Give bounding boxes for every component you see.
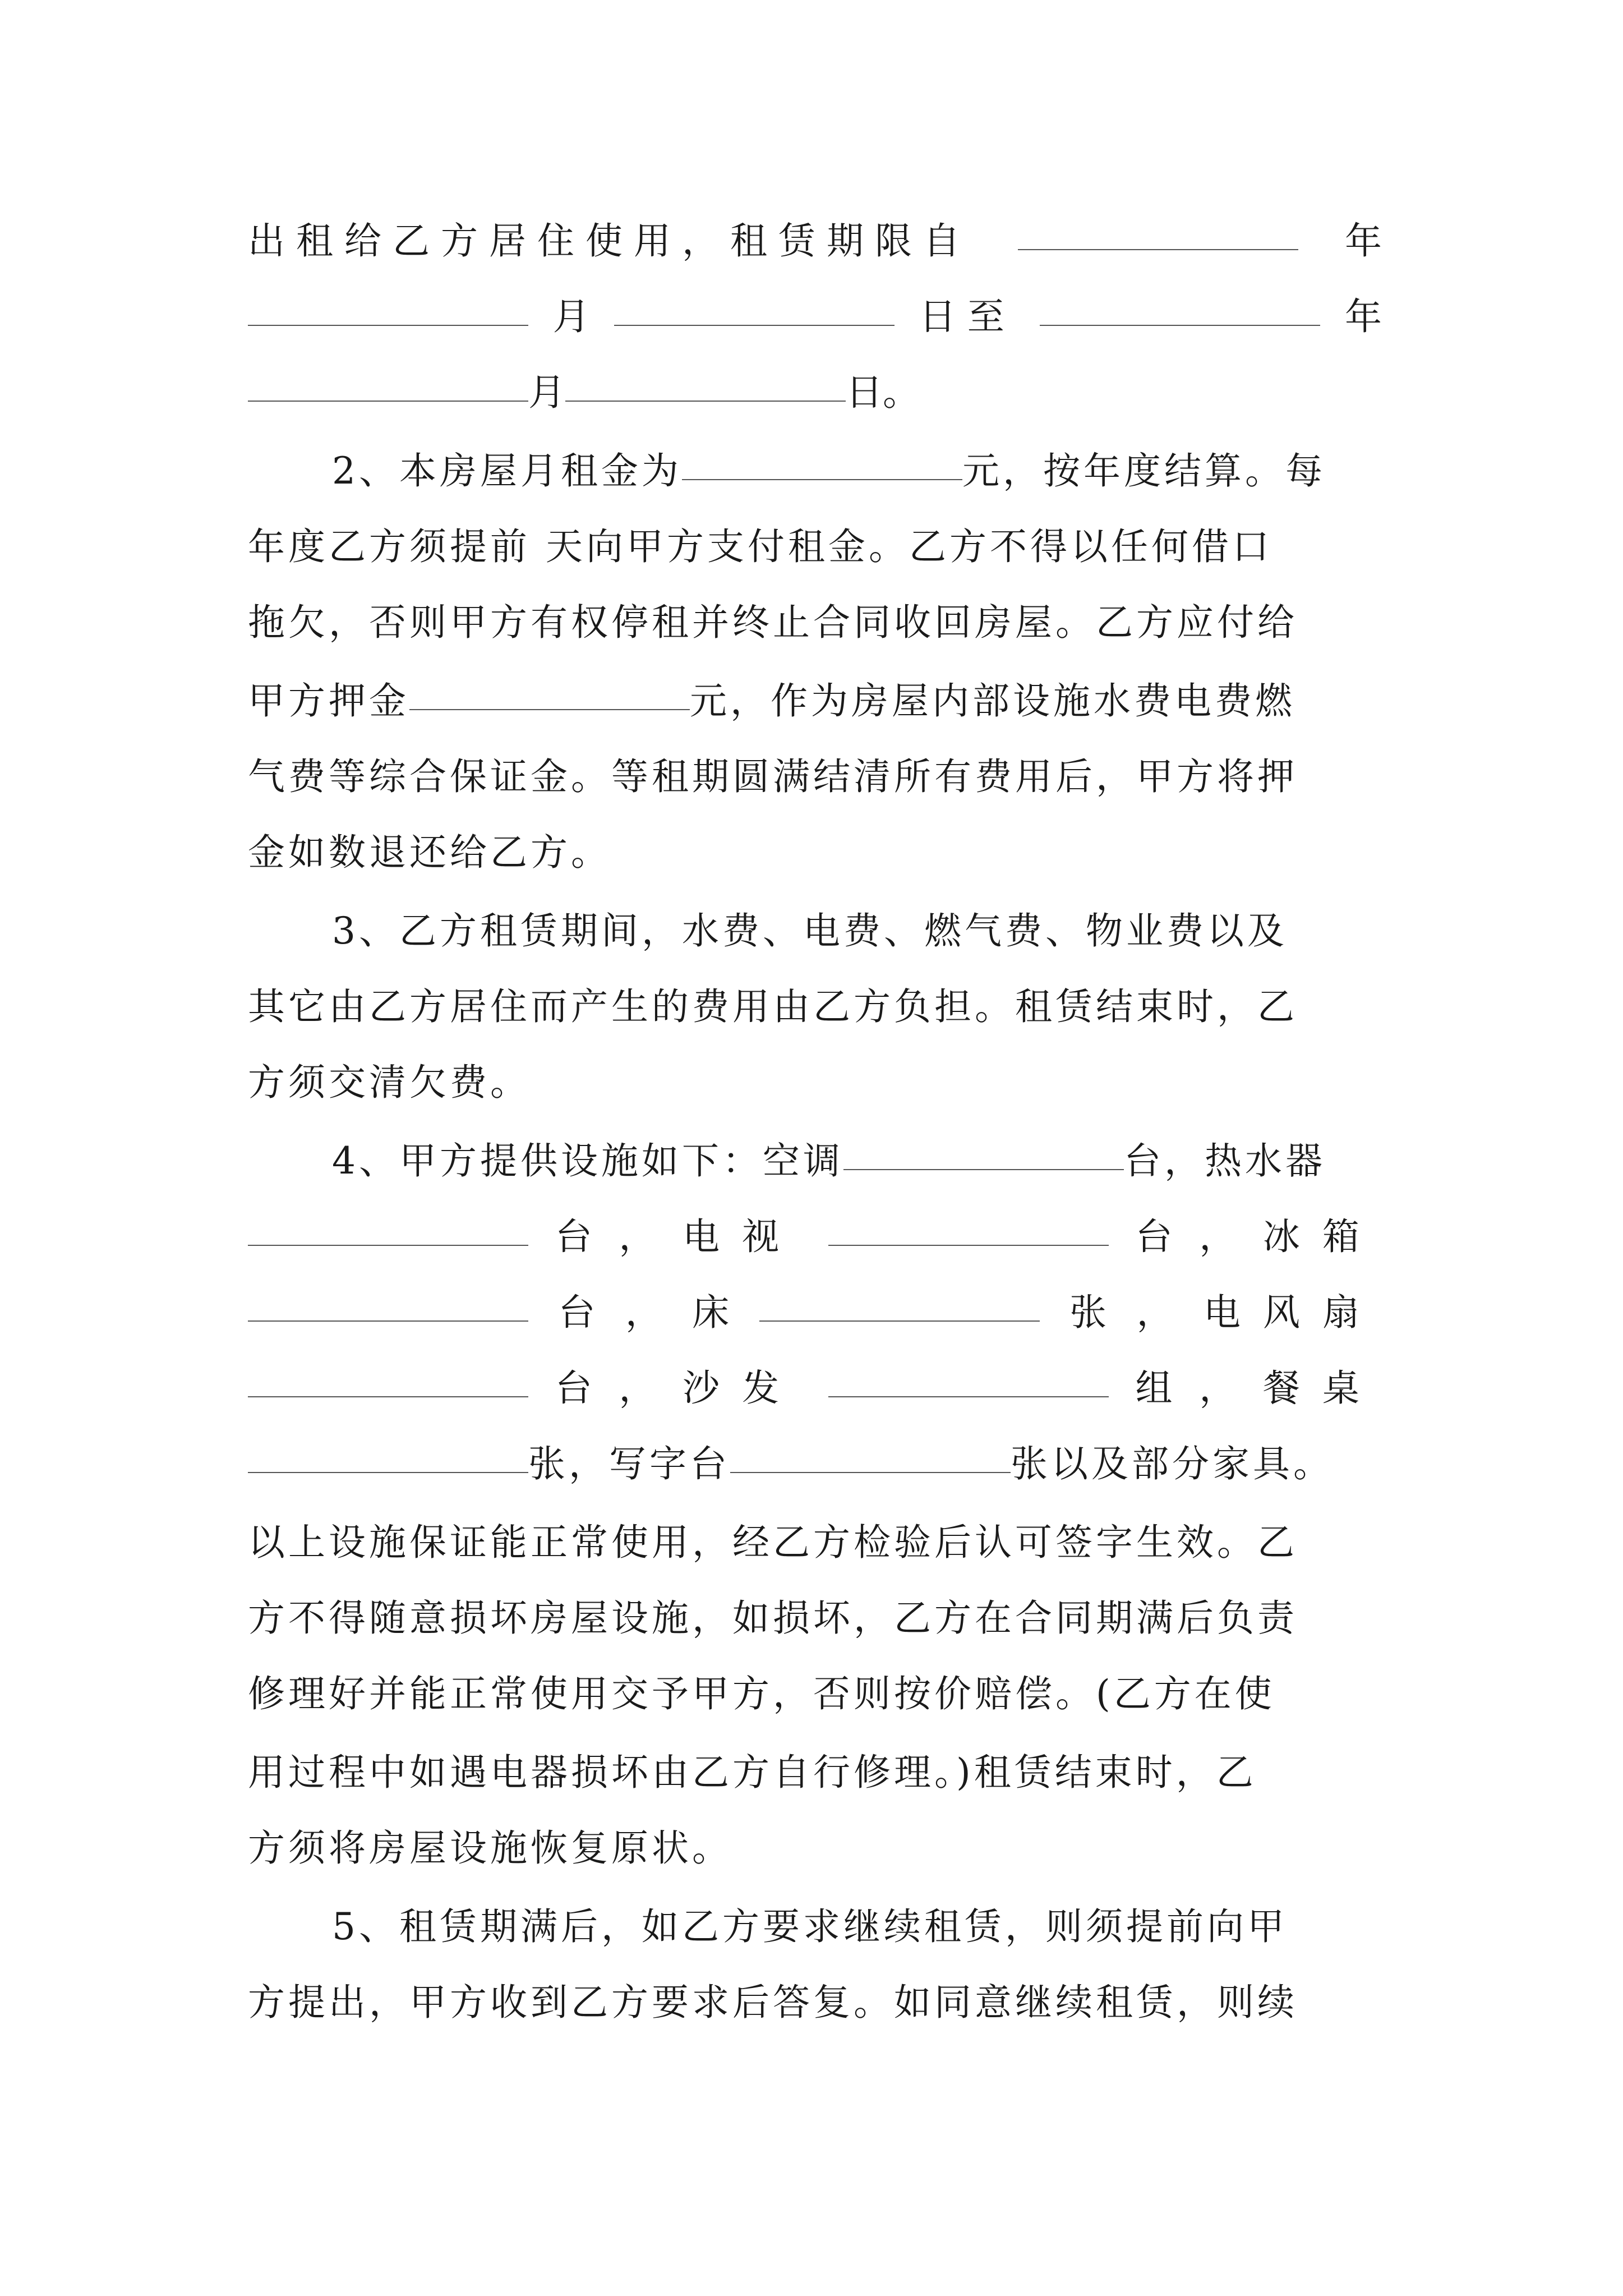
text-segment: 台: [1135, 1215, 1173, 1258]
text-segment: 5、租赁期满后，如乙方要求继续租赁，则须提前向甲: [332, 1905, 1288, 1948]
text-segment: 日。: [846, 371, 920, 414]
text-line: [248, 746, 1382, 808]
text-line: [248, 1358, 1382, 1419]
text-segment: 其它由乙方居住而产生的费用由乙方负担。租赁结束时，乙: [248, 985, 1298, 1028]
text-segment: 元，作为房屋内部设施水费电费燃: [690, 679, 1295, 723]
fill-in-blank: [614, 324, 895, 326]
fill-in-blank: [248, 1319, 528, 1322]
text-segment: 出租给乙方居住使用，租赁期限自: [248, 219, 971, 263]
text-line: [248, 1742, 1382, 1803]
text-segment: 张以及部分家具。: [1011, 1442, 1334, 1485]
text-line: [248, 976, 1382, 1038]
text-segment: 台: [555, 1366, 592, 1410]
text-line: [332, 900, 1382, 962]
text-segment: 张: [1069, 1291, 1107, 1334]
fill-in-blank: [730, 1471, 1011, 1473]
text-segment: 年: [1344, 295, 1382, 338]
text-segment: 用过程中如遇电器损坏由乙方自行修理。)租赁结束时，乙: [248, 1751, 1257, 1794]
text-segment: ，: [625, 1291, 662, 1334]
text-line: [248, 1512, 1382, 1573]
text-segment: 组: [1135, 1366, 1173, 1410]
text-line: [248, 592, 1382, 654]
text-line: [248, 670, 1382, 732]
text-segment: ，: [1136, 1291, 1174, 1334]
text-segment: 3、乙方租赁期间，水费、电费、燃气费、物业费以及: [332, 909, 1288, 953]
text-segment: 月: [528, 371, 565, 414]
fill-in-blank: [565, 399, 846, 402]
fill-in-blank: [248, 1244, 528, 1246]
text-segment: 沙发: [683, 1366, 802, 1410]
text-line: [248, 822, 1382, 884]
text-segment: 4、甲方提供设施如下：空调: [332, 1139, 843, 1182]
fill-in-blank: [759, 1319, 1040, 1322]
text-line: [248, 516, 1382, 578]
text-segment: 冰箱: [1262, 1215, 1382, 1258]
text-line: [248, 1206, 1382, 1268]
text-segment: 方提出，甲方收到乙方要求后答复。如同意继续租赁，则续: [248, 1981, 1298, 2024]
text-segment: 张，写字台: [528, 1442, 730, 1485]
text-segment: 电风扇: [1203, 1291, 1382, 1334]
text-segment: ，: [1199, 1366, 1237, 1410]
text-line: [248, 362, 1382, 424]
text-segment: ，: [619, 1215, 656, 1258]
fill-in-blank: [828, 1244, 1109, 1246]
text-segment: 月: [552, 295, 590, 338]
text-segment: 方不得随意损坏房屋设施，如损坏，乙方在合同期满后负责: [248, 1596, 1298, 1640]
text-segment: 电视: [683, 1215, 802, 1258]
text-line: [248, 1433, 1426, 1495]
text-segment: ，: [619, 1366, 656, 1410]
text-line: [248, 1588, 1382, 1649]
text-segment: 拖欠，否则甲方有权停租并终止合同收回房屋。乙方应付给: [248, 601, 1298, 644]
fill-in-blank: [682, 478, 962, 480]
fill-in-blank: [248, 399, 528, 402]
text-segment: 台，热水器: [1124, 1139, 1326, 1182]
text-segment: 方须将房屋设施恢复原状。: [248, 1826, 732, 1870]
text-line: [248, 1972, 1382, 2033]
fill-in-blank: [843, 1168, 1124, 1170]
text-segment: 年度乙方须提前 天向甲方支付租金。乙方不得以任何借口: [248, 525, 1272, 568]
text-line: [248, 286, 1382, 348]
text-segment: 修理好并能正常使用交予甲方，否则按价赔偿。(乙方在使: [248, 1672, 1275, 1715]
text-line: [248, 1663, 1382, 1725]
text-line: [248, 1282, 1382, 1343]
text-segment: 2、本房屋月租金为: [332, 449, 682, 493]
text-segment: 台: [558, 1291, 596, 1334]
text-segment: 气费等综合保证金。等租期圆满结清所有费用后，甲方将押: [248, 755, 1298, 798]
text-segment: 元，按年度结算。每: [962, 449, 1326, 493]
text-line: [248, 1052, 1382, 1114]
text-segment: 方须交清欠费。: [248, 1061, 531, 1104]
text-line: [248, 210, 1382, 272]
text-line: [332, 1896, 1382, 1958]
text-line: [248, 1818, 1382, 1879]
text-segment: 金如数退还给乙方。: [248, 831, 611, 874]
fill-in-blank: [1018, 248, 1298, 250]
fill-in-blank: [248, 1395, 528, 1397]
text-line: [332, 1130, 1382, 1192]
fill-in-blank: [409, 708, 690, 710]
fill-in-blank: [248, 324, 528, 326]
text-segment: 以上设施保证能正常使用，经乙方检验后认可签字生效。乙: [248, 1521, 1298, 1564]
fill-in-blank: [828, 1395, 1109, 1397]
text-segment: ，: [1199, 1215, 1237, 1258]
text-segment: 餐桌: [1262, 1366, 1382, 1410]
text-segment: 台: [555, 1215, 592, 1258]
fill-in-blank: [248, 1471, 528, 1473]
text-segment: 年: [1345, 219, 1382, 263]
text-segment: 甲方押金: [248, 679, 409, 723]
fill-in-blank: [1040, 324, 1320, 326]
text-segment: 床: [692, 1291, 730, 1334]
text-line: [332, 440, 1382, 502]
text-segment: 日至: [919, 295, 1016, 338]
